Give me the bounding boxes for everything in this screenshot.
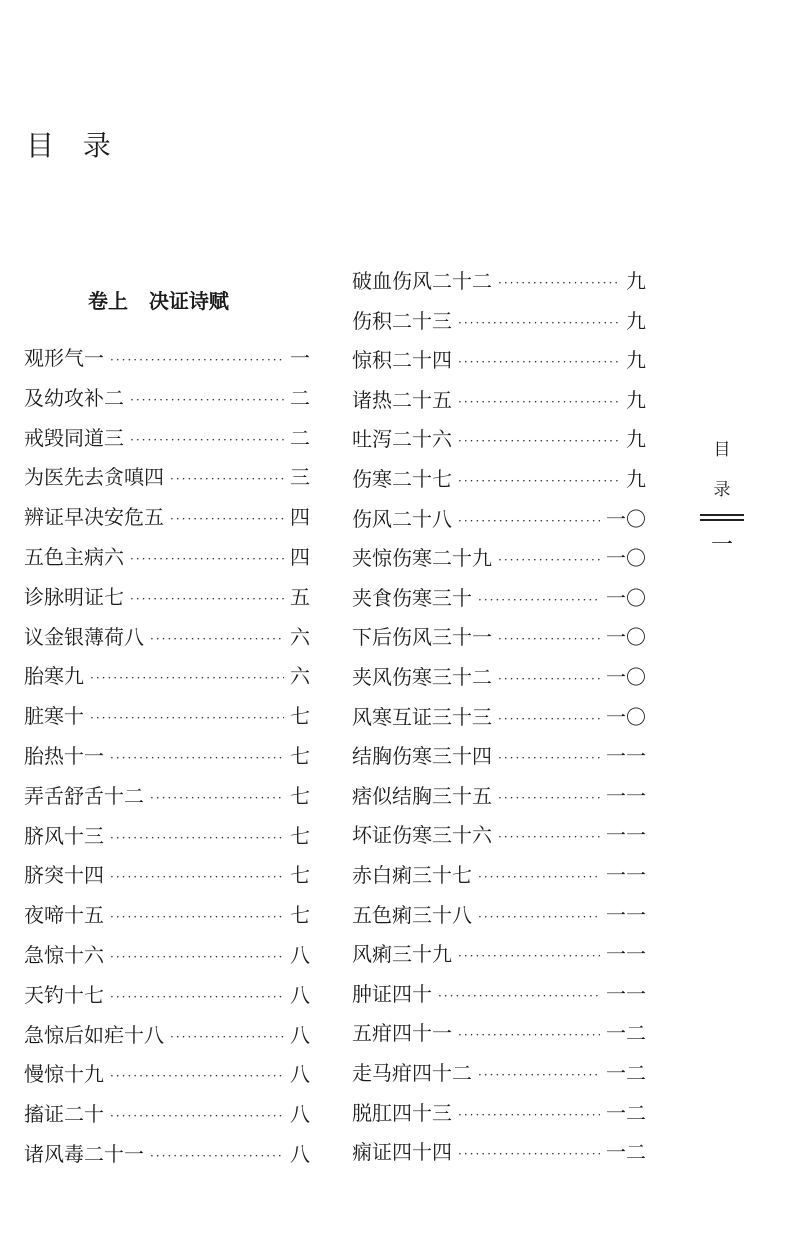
toc-entry-page: 九 <box>626 387 646 412</box>
toc-entry-page: 一〇 <box>606 585 646 610</box>
toc-entry-page: 一一 <box>606 942 646 967</box>
toc-entry <box>352 697 646 737</box>
toc-entry-title: 慢惊十九 <box>24 1062 104 1087</box>
toc-entry-page: 七 <box>290 903 310 928</box>
toc-entry-page: 八 <box>290 982 310 1007</box>
toc-entry-title: 风寒互证三十三 <box>352 704 492 729</box>
dot-leader <box>110 857 284 897</box>
toc-entry <box>24 1094 310 1134</box>
volume-heading: 卷上 决证诗赋 <box>88 289 229 313</box>
dot-leader <box>150 619 284 659</box>
toc-entry-title: 五色痢三十八 <box>352 902 472 927</box>
toc-entry-title: 夹风伤寒三十二 <box>352 665 492 689</box>
toc-entry-page: 八 <box>290 1102 310 1127</box>
page-title: 目 录 <box>26 129 121 162</box>
side-tab-page-number: 一 <box>710 533 733 558</box>
dot-leader <box>458 1134 600 1174</box>
side-tab-label-1: 目 <box>713 440 731 460</box>
toc-entry <box>24 1015 310 1055</box>
toc-entry-title: 诸风毒二十一 <box>24 1142 144 1166</box>
toc-entry <box>24 338 310 378</box>
toc-entry <box>352 815 646 855</box>
toc-entry <box>24 975 310 1015</box>
toc-entry-title: 诊脉明证七 <box>24 584 124 609</box>
dot-leader <box>130 579 284 619</box>
toc-entry-page: 一〇 <box>606 704 646 729</box>
toc-entry-page: 八 <box>290 943 310 967</box>
toc-entry <box>24 537 310 577</box>
dot-leader <box>498 540 600 580</box>
toc-entry-page: 九 <box>626 308 646 333</box>
toc-entry-title: 弄舌舒舌十二 <box>24 783 144 808</box>
toc-entry-title: 下后伤风三十一 <box>352 625 492 650</box>
toc-entry-title: 胎寒九 <box>24 664 84 689</box>
dot-leader <box>498 817 600 857</box>
toc-entry-title: 辨证早决安危五 <box>24 505 164 530</box>
dot-leader <box>90 658 284 698</box>
toc-entry <box>352 1013 646 1053</box>
toc-entry <box>352 776 646 816</box>
toc-entry <box>352 974 646 1014</box>
toc-entry <box>24 497 310 537</box>
toc-entry-page: 一〇 <box>606 665 646 689</box>
toc-entry <box>24 418 310 458</box>
toc-entry <box>352 419 646 459</box>
dot-leader <box>478 897 600 937</box>
toc-entry-page: 二 <box>290 385 310 410</box>
toc-entry-title: 破血伤风二十二 <box>352 269 492 293</box>
toc-entry-page: 一一 <box>606 981 646 1006</box>
toc-entry <box>352 1132 646 1172</box>
dot-leader <box>110 1056 284 1096</box>
side-tab <box>700 430 744 561</box>
toc-entry <box>24 617 310 657</box>
toc-entry <box>24 816 310 856</box>
dot-leader <box>130 380 284 420</box>
toc-entry <box>352 499 646 539</box>
toc-entry-page: 九 <box>626 348 646 373</box>
toc-entry-title: 夹食伤寒三十 <box>352 585 472 610</box>
toc-entry-page: 四 <box>290 545 310 569</box>
toc-entry-page: 三 <box>290 465 310 490</box>
toc-entry-title: 风痢三十九 <box>352 942 452 967</box>
dot-leader <box>478 1055 600 1095</box>
dot-leader <box>110 1096 284 1136</box>
toc-entry-page: 四 <box>290 505 310 530</box>
toc-entry <box>352 261 646 301</box>
toc-entry <box>352 301 646 341</box>
toc-entry <box>24 577 310 617</box>
toc-entry-title: 惊积二十四 <box>352 348 452 373</box>
toc-entry <box>24 1134 310 1174</box>
toc-entry <box>24 656 310 696</box>
dot-leader <box>130 539 284 579</box>
dot-leader <box>458 501 600 541</box>
dot-leader <box>458 1015 600 1055</box>
toc-entry-page: 一二 <box>606 1021 646 1046</box>
toc-entry <box>352 934 646 974</box>
toc-entry-page: 一〇 <box>606 625 646 650</box>
toc-entry-page: 九 <box>626 467 646 491</box>
toc-entry-page: 一一 <box>606 863 646 887</box>
dot-leader <box>478 580 600 620</box>
toc-entry-title: 夜啼十五 <box>24 903 104 928</box>
toc-entry-page: 八 <box>290 1022 310 1047</box>
dot-leader <box>458 1095 600 1135</box>
toc-entry <box>352 617 646 657</box>
dot-leader <box>438 976 600 1016</box>
toc-entry <box>352 380 646 420</box>
toc-entry-title: 肿证四十 <box>352 981 432 1006</box>
toc-entry-title: 脱肛四十三 <box>352 1100 452 1125</box>
dot-leader <box>110 897 284 937</box>
toc-entry <box>24 855 310 895</box>
toc-entry-title: 结胸伤寒三十四 <box>352 744 492 769</box>
toc-entry-title: 脐风十三 <box>24 823 104 848</box>
dot-leader <box>478 857 600 897</box>
toc-entry-page: 一一 <box>606 783 646 808</box>
toc-entry <box>352 1053 646 1093</box>
dot-leader <box>458 936 600 976</box>
dot-leader <box>498 738 600 778</box>
toc-entry-page: 二 <box>290 425 310 450</box>
toc-entry-page: 七 <box>290 744 310 768</box>
toc-entry-page: 一 <box>290 346 310 370</box>
toc-entry <box>24 696 310 736</box>
toc-entry-page: 一二 <box>606 1061 646 1085</box>
dot-leader <box>498 619 600 659</box>
toc-entry-title: 观形气一 <box>24 346 104 370</box>
dot-leader <box>110 818 284 858</box>
dot-leader <box>170 499 284 539</box>
toc-entry-page: 七 <box>290 823 310 848</box>
dot-leader <box>150 778 284 818</box>
toc-entry-page: 九 <box>626 427 646 452</box>
toc-entry <box>24 1054 310 1094</box>
toc-entry <box>24 895 310 935</box>
toc-entry-title: 伤寒二十七 <box>352 467 452 491</box>
toc-entry-page: 一一 <box>606 902 646 927</box>
toc-entry <box>24 457 310 497</box>
dot-leader <box>110 738 284 778</box>
side-tab-label-2: 录 <box>713 480 731 500</box>
dot-leader <box>458 303 620 343</box>
toc-entry <box>352 538 646 578</box>
toc-entry-title: 天钓十七 <box>24 982 104 1007</box>
toc-entry-page: 一〇 <box>606 506 646 531</box>
toc-entry <box>352 855 646 895</box>
toc-entry-title: 搐证二十 <box>24 1102 104 1127</box>
dot-leader <box>458 461 620 501</box>
dot-leader <box>458 382 620 422</box>
toc-entry-title: 坏证伤寒三十六 <box>352 823 492 848</box>
toc-entry-page: 一二 <box>606 1140 646 1165</box>
toc-entry-page: 七 <box>290 783 310 808</box>
toc-entry-title: 夹惊伤寒二十九 <box>352 546 492 571</box>
toc-entry-page: 六 <box>290 664 310 689</box>
toc-entry-title: 痞似结胸三十五 <box>352 783 492 808</box>
dot-leader <box>110 340 284 380</box>
toc-entry <box>24 736 310 776</box>
toc-entry-page: 一〇 <box>606 546 646 571</box>
toc-entry-title: 胎热十一 <box>24 744 104 768</box>
toc-entry <box>24 935 310 975</box>
toc-entry-page: 一一 <box>606 823 646 848</box>
toc-entry <box>352 1093 646 1133</box>
dot-leader <box>458 421 620 461</box>
dot-leader <box>170 1017 284 1057</box>
toc-entry <box>352 459 646 499</box>
toc-entry-title: 急惊后如疟十八 <box>24 1022 164 1047</box>
side-tab-double-rule <box>700 514 744 521</box>
toc-entry <box>352 340 646 380</box>
toc-entry-page: 八 <box>290 1142 310 1166</box>
toc-entry-title: 诸热二十五 <box>352 387 452 412</box>
toc-entry-title: 脏寒十 <box>24 704 84 729</box>
toc-entry <box>352 578 646 618</box>
dot-leader <box>498 659 600 699</box>
toc-entry <box>24 378 310 418</box>
dot-leader <box>90 698 284 738</box>
toc-entry-title: 伤积二十三 <box>352 308 452 333</box>
toc-entry-title: 为医先去贪嗔四 <box>24 465 164 490</box>
toc-entry-title: 伤风二十八 <box>352 506 452 531</box>
toc-entry <box>352 736 646 776</box>
dot-leader <box>498 263 620 303</box>
toc-entry-page: 一二 <box>606 1100 646 1125</box>
toc-entry-title: 戒毁同道三 <box>24 425 124 450</box>
toc-entry-page: 九 <box>626 269 646 293</box>
dot-leader <box>498 778 600 818</box>
toc-entry-title: 急惊十六 <box>24 943 104 967</box>
toc-entry-title: 及幼攻补二 <box>24 385 124 410</box>
toc-entry-title: 走马疳四十二 <box>352 1061 472 1085</box>
toc-entry-page: 五 <box>290 584 310 609</box>
toc-entry-page: 六 <box>290 624 310 649</box>
toc-entry-page: 一一 <box>606 744 646 769</box>
dot-leader <box>110 977 284 1017</box>
toc-entry <box>352 657 646 697</box>
toc-entry-title: 赤白痢三十七 <box>352 863 472 887</box>
toc-entry-title: 痫证四十四 <box>352 1140 452 1165</box>
toc-entry-page: 八 <box>290 1062 310 1087</box>
toc-entry-page: 七 <box>290 704 310 729</box>
toc-entry-page: 七 <box>290 863 310 888</box>
toc-entry-title: 议金银薄荷八 <box>24 624 144 649</box>
toc-entry-title: 五色主病六 <box>24 545 124 569</box>
dot-leader <box>170 459 284 499</box>
dot-leader <box>110 937 284 977</box>
toc-entry-title: 吐泻二十六 <box>352 427 452 452</box>
dot-leader <box>150 1136 284 1176</box>
dot-leader <box>498 699 600 739</box>
dot-leader <box>458 342 620 382</box>
toc-entry-title: 脐突十四 <box>24 863 104 888</box>
toc-entry <box>352 895 646 935</box>
dot-leader <box>130 420 284 460</box>
toc-entry <box>24 776 310 816</box>
toc-entry-title: 五疳四十一 <box>352 1021 452 1046</box>
